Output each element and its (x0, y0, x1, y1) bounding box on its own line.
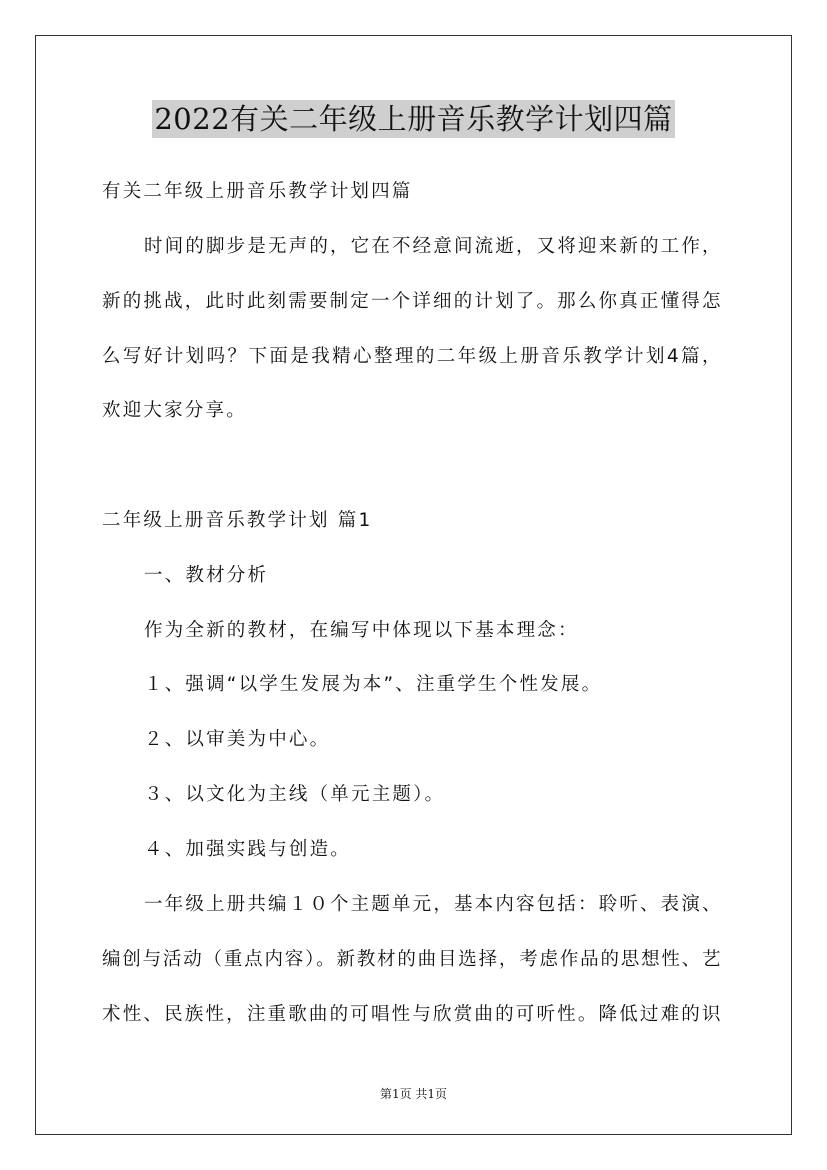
intro-line: 新的挑战，此时此刻需要制定一个详细的计划了。那么你真正懂得怎 (102, 291, 722, 312)
concepts-intro: 作为全新的教材，在编写中体现以下基本理念： (144, 620, 579, 641)
section-heading: 二年级上册音乐教学计划 篇1 (102, 510, 373, 531)
intro-line: 么写好计划吗？下面是我精心整理的二年级上册音乐教学计划4篇， (102, 346, 722, 367)
intro-line: 时间的脚步是无声的，它在不经意间流逝，又将迎来新的工作， (144, 236, 722, 257)
concept-item: １、强调“以学生发展为本”、注重学生个性发展。 (144, 674, 603, 695)
concept-item: ３、以文化为主线（单元主题）。 (144, 784, 446, 805)
sub-heading: 一、教材分析 (144, 565, 269, 586)
body-line: 一年级上册共编１０个主题单元，基本内容包括：聆听、表演、 (144, 894, 722, 915)
concept-item: ４、加强实践与创造。 (144, 839, 352, 860)
page-footer: 第1页 共1页 (379, 1087, 448, 1101)
intro-line: 欢迎大家分享。 (102, 400, 247, 421)
concept-item: ２、以审美为中心。 (144, 729, 331, 750)
body-line: 编创与活动（重点内容）。新教材的曲目选择，考虑作品的思想性、艺 (102, 949, 722, 970)
body-line: 术性、民族性，注重歌曲的可唱性与欣赏曲的可听性。降低过难的识 (102, 1004, 722, 1025)
document-subtitle: 有关二年级上册音乐教学计划四篇 (102, 181, 413, 202)
title-container (0, 100, 827, 138)
document-title: 2022有关二年级上册音乐教学计划四篇 (154, 102, 673, 136)
